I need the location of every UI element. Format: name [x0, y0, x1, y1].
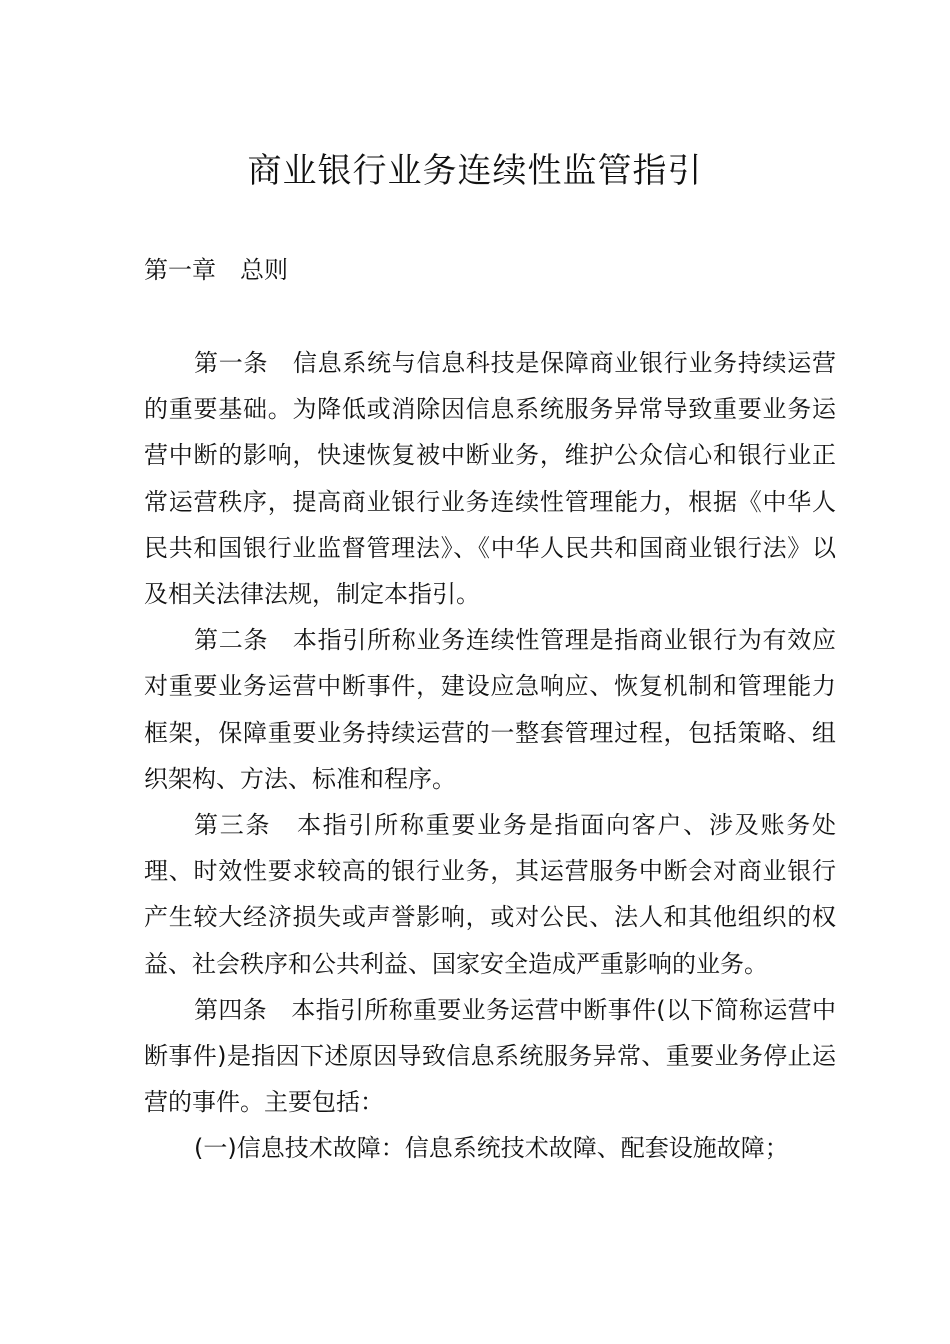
article-3-paragraph: 第三条 本指引所称重要业务是指面向客户、涉及账务处理、时效性要求较高的银行业务，其运营服务中断会对商业银行产生较大经济损失或声誉影响，或对公民、法人和其他组织的权益、社会秩序和公共利益、国家安全造成严重影响的业务。	[144, 811, 836, 978]
article-1-paragraph: 第一条 信息系统与信息科技是保障商业银行业务持续运营的重要基础。为降低或消除因信息系统服务异常导致重要业务运营中断的影响，快速恢复被中断业务，维护公众信心和银行业正常运营秩序，提高商业银行业务连续性管理能力，根据《中华人民共和国银行业监督管理法》、《中华人民共和国商业银行法》以及相关法律法规，制定本指引。	[144, 349, 836, 609]
document-body	[144, 340, 836, 1172]
document-title: 商业银行业务连续性监管指引	[247, 151, 703, 191]
article-4-paragraph: 第四条 本指引所称重要业务运营中断事件(以下简称运营中断事件)是指因下述原因导致信息系统服务异常、重要业务停止运营的事件。主要包括：	[144, 995, 836, 1117]
article-4-item-1-paragraph: (一)信息技术故障：信息系统技术故障、配套设施故障；	[194, 1134, 789, 1163]
article-2-paragraph: 第二条 本指引所称业务连续性管理是指商业银行为有效应对重要业务运营中断事件，建设应急响应、恢复机制和管理能力框架，保障重要业务持续运营的一整套管理过程，包括策略、组织架构、方法、标准和程序。	[144, 626, 836, 793]
chapter-heading: 第一章 总则	[144, 256, 288, 284]
